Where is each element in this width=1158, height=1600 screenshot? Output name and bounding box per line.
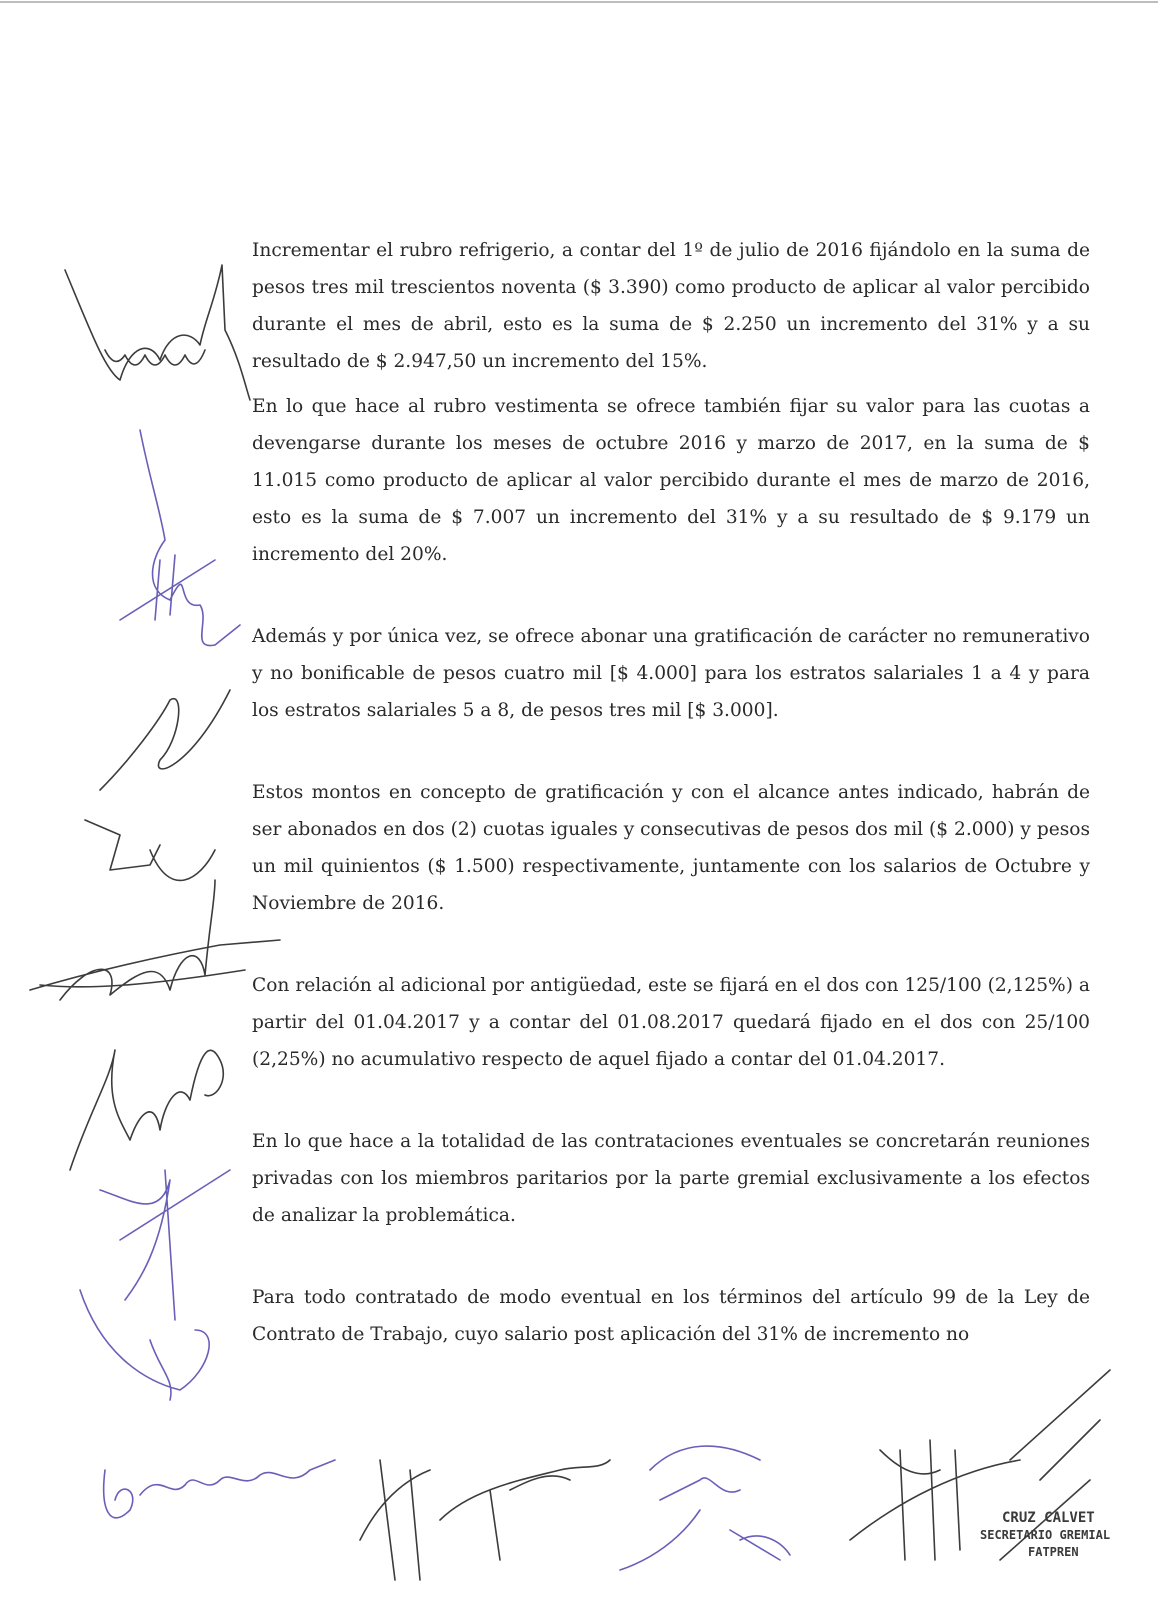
stamp-organization: FATPREN (1028, 1545, 1079, 1559)
signature-left-4 (30, 880, 280, 1000)
top-edge-line (0, 1, 1158, 3)
paragraph-contratado-eventual: Para todo contratado de modo eventual en los términos del artículo 99 de la Ley de Contrato de Trabajo, cuyo salario post aplicación del 31% de incremento no (252, 1287, 1090, 1345)
paragraph-antiguedad: Con relación al adicional por antigüedad, este se fijará en el dos con 125/100 (2,125%) a partir del 01.04.2017 y a contar del 01.08.2017 quedará fijado en el dos con 25/100 (2,25%) no acumulativo respecto de aquel fijado a contar del 01.04.2017. (252, 975, 1090, 1070)
signature-bottom-3 (620, 1446, 790, 1570)
signature-left-3 (85, 690, 230, 880)
signature-left-6 (80, 1170, 230, 1400)
stamp-name: CRUZ CALVET (1002, 1510, 1095, 1526)
paragraph-vestimenta: En lo que hace al rubro vestimenta se ofrece también fijar su valor para las cuotas a devengarse durante los meses de octubre 2016 y marzo de 2017, en la suma de $ 11.015 como producto de aplicar al valor percibido durante el mes de marzo de 2016, esto es la suma de $ 7.007 un incremento del 31% y a su resultado de $ 9.179 un incremento del 20%. (252, 396, 1090, 565)
signature-bottom-1 (104, 1460, 335, 1518)
signature-bottom-2 (360, 1460, 610, 1580)
signature-left-1 (65, 265, 250, 400)
paragraph-cuotas: Estos montos en concepto de gratificación y con el alcance antes indicado, habrán de ser abonados en dos (2) cuotas iguales y consecutivas de pesos dos mil ($ 2.000) y pesos un mil quinientos ($ 1.500) respectivamente, juntamente con los salarios de Octubre y Noviembre de 2016. (252, 782, 1091, 914)
official-stamp (980, 1510, 1155, 1561)
paragraph-refrigerio: Incrementar el rubro refrigerio, a contar del 1º de julio de 2016 fijándolo en la suma de pesos tres mil trescientos noventa ($ 3.390) como producto de aplicar al valor percibido durante el mes de abril, esto es la suma de $ 2.250 un incremento del 31% y a su resultado de $ 2.947,50 un incremento del 15%. (252, 240, 1090, 372)
stamp-title: SECRETARIO GREMIAL (980, 1528, 1111, 1542)
paragraph-gratificacion: Además y por única vez, se ofrece abonar una gratificación de carácter no remunerativo y no bonificable de pesos cuatro mil [$ 4.000] para los estratos salariales 1 a 4 y para los estratos salariales 5 a 8, de pesos tres mil [$ 3.000]. (252, 626, 1090, 721)
document-body (252, 232, 1090, 1353)
signature-left-2 (120, 430, 240, 646)
paragraph-contrataciones: En lo que hace a la totalidad de las contrataciones eventuales se concretarán reuniones privadas con los miembros paritarios por la parte gremial exclusivamente a los efectos de analizar la problemática. (252, 1131, 1090, 1226)
signature-left-5 (70, 1050, 223, 1170)
